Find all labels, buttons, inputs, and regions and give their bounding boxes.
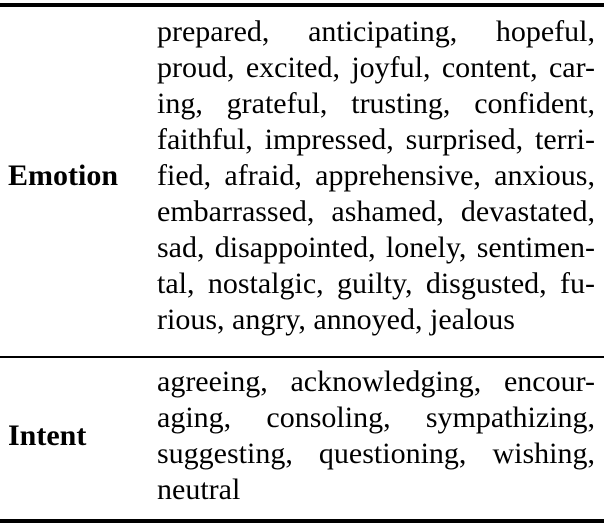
text-line: aging, consoling, sympathizing, — [157, 401, 595, 434]
text-line: suggesting, questioning, wishing, — [157, 437, 595, 470]
intent-label-cell — [0, 364, 157, 508]
table-row-intent — [0, 358, 604, 519]
text-line: embarrassed, ashamed, devastated, — [157, 195, 595, 228]
text-line: faithful, impressed, surprised, terri- — [157, 123, 595, 156]
text-line: proud, excited, joyful, content, car- — [157, 51, 595, 84]
text-line: ing, grateful, trusting, confident, — [157, 87, 595, 120]
text-line: fied, afraid, apprehensive, anxious, — [157, 159, 595, 192]
emotion-label-cell — [0, 14, 157, 338]
text-line: rious, angry, annoyed, jealous — [157, 303, 515, 336]
text-line: tal, nostalgic, guilty, disgusted, fu- — [157, 267, 595, 300]
table-bottom-rule — [0, 519, 604, 523]
emotion-values-cell — [157, 14, 595, 338]
text-line: prepared, anticipating, hopeful, — [157, 15, 595, 48]
emotion-row-label: Emotion — [8, 159, 119, 192]
text-line: sad, disappointed, lonely, sentimen- — [157, 231, 595, 264]
text-line: agreeing, acknowledging, encour- — [157, 365, 595, 398]
text-line: neutral — [157, 473, 241, 506]
intent-values-cell — [157, 364, 595, 508]
table-row-emotion — [0, 7, 604, 356]
intent-row-label: Intent — [8, 419, 87, 452]
